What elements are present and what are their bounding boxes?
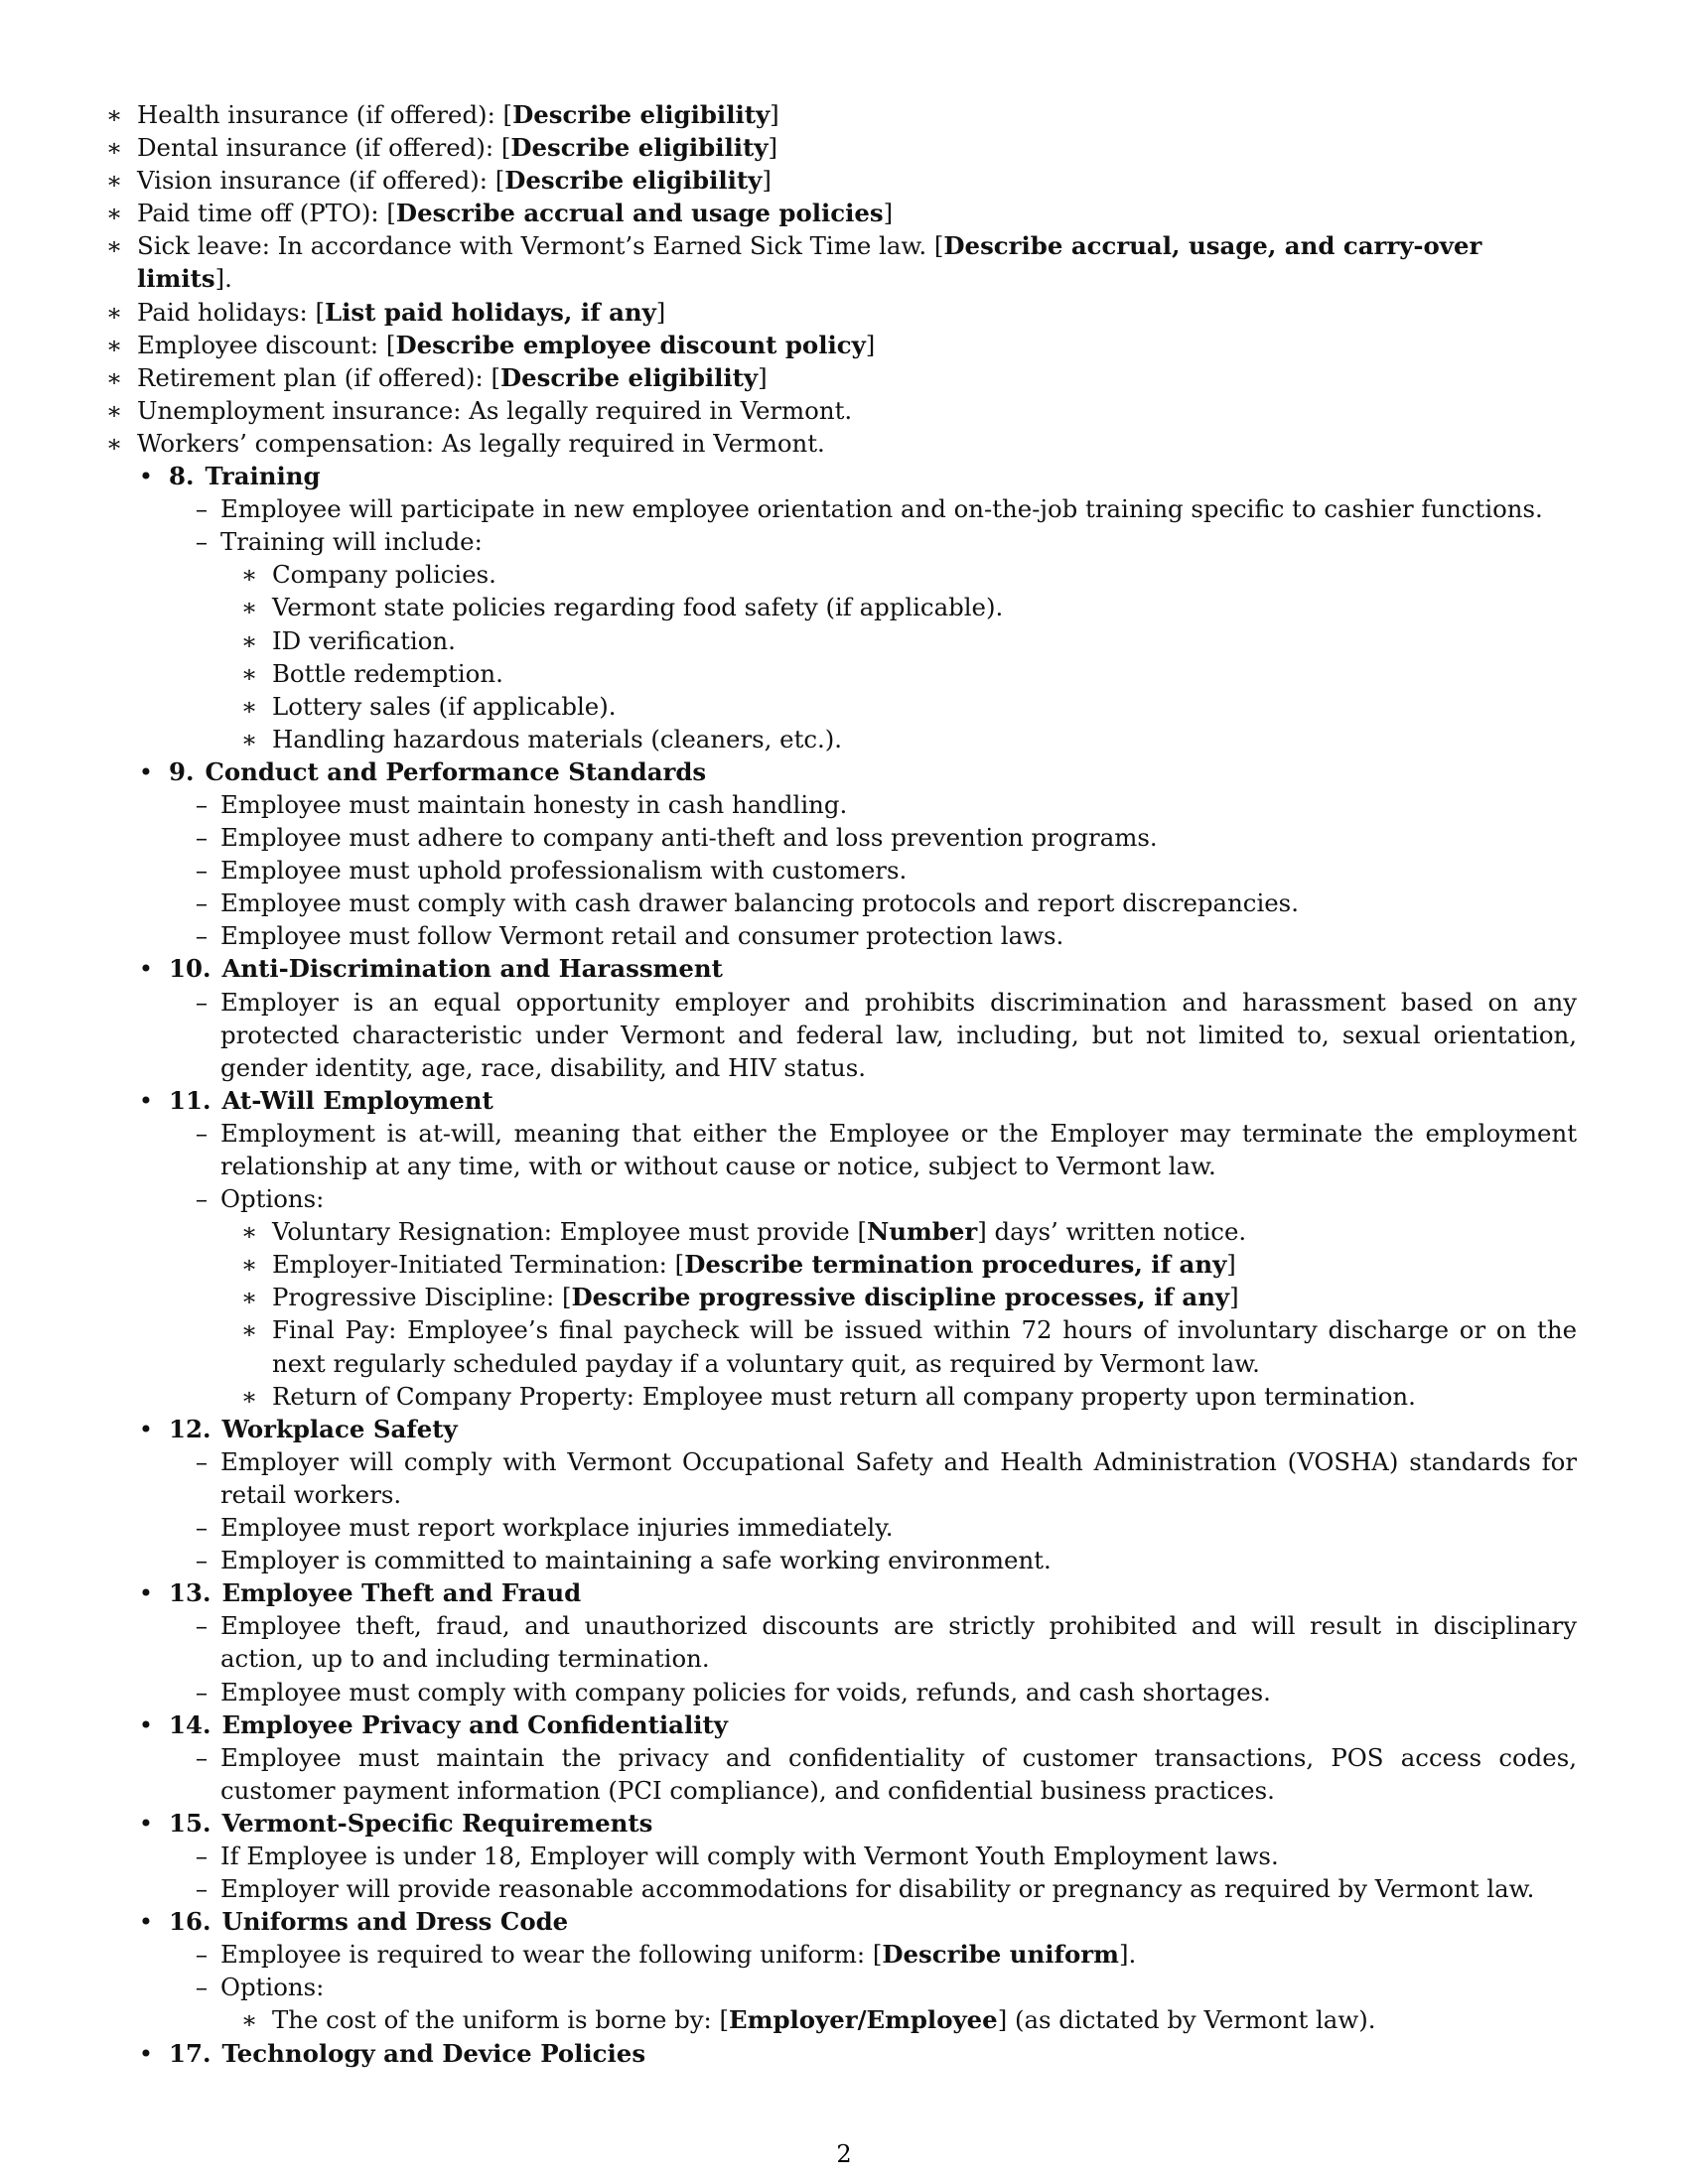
- list-item: [169, 1676, 1577, 1708]
- section-items: [169, 788, 1577, 952]
- item-text: The cost of the uniform is borne by:: [272, 2005, 720, 2035]
- sub-item: [220, 1313, 1577, 1379]
- asterisk-bullet: ∗: [105, 231, 123, 261]
- dash-bullet: –: [195, 494, 209, 524]
- section-title: Vermont-Specific Requirements: [221, 1808, 653, 1838]
- dash-bullet: –: [195, 921, 209, 951]
- bullet-dot: •: [138, 1709, 154, 1739]
- list-item: [169, 1117, 1577, 1182]
- dash-bullet: –: [195, 987, 209, 1017]
- item-text: Health insurance (if offered):: [137, 100, 503, 129]
- section-title: Anti-Discrimination and Harassment: [221, 954, 723, 984]
- section-heading: [169, 1413, 1577, 1445]
- sub-item-text: Company policies.: [272, 560, 496, 590]
- section-17: [137, 2037, 1577, 2070]
- item-text: Sick leave: In accordance with Vermont’s Earned Sick Time law.: [137, 231, 934, 261]
- benefit-text: Paid holidays: [List paid holidays, if any]: [137, 297, 666, 327]
- asterisk-bullet: ∗: [240, 691, 258, 721]
- asterisk-bullet: ∗: [240, 1217, 258, 1247]
- section-heading: [169, 1576, 1577, 1609]
- asterisk-bullet: ∗: [240, 2005, 258, 2035]
- section-heading: [169, 2037, 1577, 2070]
- item-text: Employee is required to wear the following uniform:: [220, 1940, 873, 1970]
- section-title: Training: [205, 462, 321, 491]
- benefit-item: [105, 229, 1577, 295]
- item-text: Dental insurance (if offered):: [137, 133, 501, 163]
- item-text: Voluntary Resignation: Employee must provide: [272, 1217, 858, 1247]
- section-number: 14.: [169, 1709, 211, 1739]
- item-text: Employee must report workplace injuries immediately.: [220, 1513, 894, 1543]
- sub-item-text: Employer-Initiated Termination: [Describe termination procedures, if any]: [272, 1250, 1236, 1280]
- item-text: .: [1128, 1940, 1137, 1970]
- benefit-item: [105, 164, 1577, 197]
- list-item: [169, 1872, 1577, 1905]
- section-heading: [169, 952, 1577, 985]
- section-11: [137, 1084, 1577, 1413]
- benefits-continued-list: [105, 98, 1577, 460]
- sub-items: [169, 2003, 1577, 2036]
- item-text: Employer will provide reasonable accommodations for disability or pregnancy as required by Vermont law.: [220, 1874, 1535, 1904]
- item-text: Employee must uphold professionalism with customers.: [220, 856, 908, 886]
- placeholder-field: Describe progressive discipline processes, if any: [571, 1283, 1230, 1312]
- item-text: Employee must follow Vermont retail and consumer protection laws.: [220, 921, 1064, 951]
- item-text: Training will include:: [220, 527, 483, 557]
- list-item: [169, 1544, 1577, 1576]
- section-items: [169, 492, 1577, 755]
- sub-item-text: Return of Company Property: Employee must return all company property upon termination.: [272, 1381, 1416, 1411]
- benefit-text: Employee discount: [Describe employee discount policy]: [137, 330, 876, 359]
- section-title: Employee Privacy and Confidentiality: [221, 1709, 728, 1739]
- asterisk-bullet: ∗: [105, 428, 123, 458]
- list-item: [169, 1609, 1577, 1675]
- dash-bullet: –: [195, 823, 209, 853]
- item-text: Employee discount:: [137, 330, 386, 359]
- item-text: Retirement plan (if offered):: [137, 362, 492, 392]
- dash-bullet: –: [195, 527, 209, 557]
- section-title: Uniforms and Dress Code: [221, 1907, 569, 1937]
- dash-bullet: –: [195, 1446, 209, 1476]
- asterisk-bullet: ∗: [240, 1315, 258, 1345]
- asterisk-bullet: ∗: [105, 100, 123, 129]
- section-number: 10.: [169, 954, 211, 984]
- asterisk-bullet: ∗: [105, 133, 123, 163]
- asterisk-bullet: ∗: [105, 166, 123, 196]
- item-text: Employee is required to wear the following uniform: [Describe uniform].: [220, 1940, 1137, 1970]
- asterisk-bullet: ∗: [240, 1250, 258, 1280]
- sub-item: [220, 1215, 1577, 1248]
- dash-bullet: –: [195, 1742, 209, 1772]
- item-text: Employee must adhere to company anti-theft and loss prevention programs.: [220, 823, 1158, 853]
- asterisk-bullet: ∗: [105, 199, 123, 228]
- section-number: 12.: [169, 1414, 211, 1443]
- list-item: [169, 525, 1577, 755]
- item-text: Employee must comply with cash drawer balancing protocols and report discrepancies.: [220, 888, 1299, 918]
- placeholder-field: List paid holidays, if any: [324, 297, 656, 327]
- placeholder-field: Describe accrual, usage, and carry-over limits: [137, 231, 1482, 294]
- sub-item: [220, 690, 1577, 723]
- item-text: Employer-Initiated Termination:: [272, 1250, 675, 1280]
- sub-item-text: Lottery sales (if applicable).: [272, 691, 617, 721]
- benefit-text: Health insurance (if offered): [Describe eligibility]: [137, 100, 779, 129]
- benefit-item: [105, 427, 1577, 460]
- asterisk-bullet: ∗: [240, 724, 258, 753]
- benefit-text: Paid time off (PTO): [Describe accrual and usage policies]: [137, 199, 894, 228]
- item-text: Progressive Discipline:: [272, 1283, 562, 1312]
- sub-item-text: ID verification.: [272, 625, 456, 655]
- section-number: 13.: [169, 1578, 211, 1608]
- section-title: Conduct and Performance Standards: [205, 756, 707, 786]
- section-12: [137, 1413, 1577, 1576]
- list-item: [169, 1840, 1577, 1872]
- benefit-text: Vision insurance (if offered): [Describe eligibility]: [137, 166, 772, 196]
- sub-item: [220, 1248, 1577, 1281]
- item-text: Employee theft, fraud, and unauthorized discounts are strictly prohibited and will result in disciplinary action, up to and including termination.: [220, 1611, 1577, 1674]
- benefit-item: [105, 131, 1577, 164]
- section-15: [137, 1807, 1577, 1905]
- asterisk-bullet: ∗: [240, 1283, 258, 1312]
- dash-bullet: –: [195, 856, 209, 886]
- sub-item-text: Progressive Discipline: [Describe progressive discipline processes, if any]: [272, 1283, 1239, 1312]
- section-16: [137, 1905, 1577, 2036]
- item-text: Employee will participate in new employee orientation and on-the-job training specific to cashier functions.: [220, 494, 1543, 524]
- bullet-dot: •: [138, 1907, 154, 1937]
- benefit-item: [105, 329, 1577, 361]
- item-text: Employee must maintain the privacy and confidentiality of customer transactions, POS access codes, customer payment information (PCI compliance), and confidential business practices.: [220, 1742, 1577, 1805]
- bullet-dot: •: [138, 1578, 154, 1608]
- section-heading: [169, 1708, 1577, 1741]
- asterisk-bullet: ∗: [240, 593, 258, 622]
- section-number: 8.: [169, 462, 195, 491]
- section-10: [137, 952, 1577, 1083]
- section-heading: [169, 755, 1577, 788]
- placeholder-field: Describe accrual and usage policies: [395, 199, 884, 228]
- placeholder-field: Describe eligibility: [510, 133, 769, 163]
- section-14: [137, 1708, 1577, 1807]
- placeholder-field: Describe uniform: [882, 1940, 1119, 1970]
- section-items: [169, 1938, 1577, 2036]
- list-item: [169, 919, 1577, 952]
- sub-items: [169, 558, 1577, 755]
- sub-item: [220, 723, 1577, 755]
- section-title: Technology and Device Policies: [221, 2038, 646, 2068]
- benefit-text: Workers’ compensation: As legally required in Vermont.: [137, 428, 825, 458]
- section-title: Employee Theft and Fraud: [221, 1578, 582, 1608]
- item-text: Employer will comply with Vermont Occupational Safety and Health Administration (VOSHA) standards for retail workers.: [220, 1446, 1577, 1509]
- bullet-dot: •: [138, 954, 154, 984]
- item-text: Options:: [220, 1973, 325, 2002]
- benefit-item: [105, 361, 1577, 394]
- section-items: [169, 986, 1577, 1084]
- placeholder-field: Employer/Employee: [729, 2005, 998, 2035]
- section-9: [137, 755, 1577, 953]
- list-item: [169, 788, 1577, 821]
- sub-item: [220, 558, 1577, 591]
- document-page: [105, 98, 1577, 2070]
- dash-bullet: –: [195, 1677, 209, 1706]
- section-number: 11.: [169, 1085, 211, 1115]
- sub-item: [220, 624, 1577, 657]
- sub-item-text: Final Pay: Employee’s final paycheck will be issued within 72 hours of involuntary discharge or on the next regularly scheduled payday if a voluntary quit, as required by Vermont law.: [272, 1315, 1577, 1378]
- item-text: Paid holidays:: [137, 297, 316, 327]
- sub-item: [220, 657, 1577, 690]
- section-heading: [169, 1905, 1577, 1938]
- benefit-text: Sick leave: In accordance with Vermont’s Earned Sick Time law. [Describe accrual, usage, and carry-over limits].: [137, 231, 1482, 294]
- section-items: [169, 1445, 1577, 1576]
- dash-bullet: –: [195, 1546, 209, 1575]
- bullet-dot: •: [138, 462, 154, 491]
- sub-item-text: Voluntary Resignation: Employee must provide [Number] days’ written notice.: [272, 1217, 1247, 1247]
- item-text: Options:: [220, 1184, 325, 1214]
- item-text: Vision insurance (if offered):: [137, 166, 495, 196]
- benefit-item: [105, 394, 1577, 427]
- benefit-item: [105, 296, 1577, 329]
- item-text: Employer is an equal opportunity employer and prohibits discrimination and harassment based on any protected characteristic under Vermont and federal law, including, but not limited to, sexual orientation, gender identity, age, race, disability, and HIV status.: [220, 987, 1577, 1082]
- bullet-dot: •: [138, 1085, 154, 1115]
- dash-bullet: –: [195, 1513, 209, 1543]
- section-items: [169, 1741, 1577, 1807]
- bullet-dot: •: [138, 1808, 154, 1838]
- section-items: [169, 1609, 1577, 1707]
- item-text: If Employee is under 18, Employer will comply with Vermont Youth Employment laws.: [220, 1841, 1279, 1870]
- section-number: 16.: [169, 1907, 211, 1937]
- benefit-text: Retirement plan (if offered): [Describe eligibility]: [137, 362, 768, 392]
- sub-item-text: Handling hazardous materials (cleaners, etc.).: [272, 724, 843, 753]
- placeholder-field: Describe employee discount policy: [395, 330, 866, 359]
- item-text: days’ written notice.: [986, 1217, 1247, 1247]
- sub-item: [220, 591, 1577, 623]
- list-item: [169, 887, 1577, 919]
- list-item: [169, 1445, 1577, 1511]
- placeholder-field: Describe eligibility: [504, 166, 763, 196]
- item-text: Employee must comply with company policies for voids, refunds, and cash shortages.: [220, 1677, 1271, 1706]
- dash-bullet: –: [195, 1611, 209, 1641]
- list-item: [169, 1938, 1577, 1971]
- asterisk-bullet: ∗: [240, 1381, 258, 1411]
- section-13: [137, 1576, 1577, 1707]
- section-items: [169, 1840, 1577, 1905]
- dash-bullet: –: [195, 1874, 209, 1904]
- asterisk-bullet: ∗: [240, 658, 258, 688]
- benefit-text: Unemployment insurance: As legally required in Vermont.: [137, 395, 853, 425]
- asterisk-bullet: ∗: [240, 625, 258, 655]
- asterisk-bullet: ∗: [105, 362, 123, 392]
- list-item: [169, 1971, 1577, 2036]
- asterisk-bullet: ∗: [105, 395, 123, 425]
- section-number: 9.: [169, 756, 195, 786]
- item-text: Employee must maintain honesty in cash handling.: [220, 789, 848, 819]
- list-item: [169, 492, 1577, 525]
- dash-bullet: –: [195, 1973, 209, 2002]
- sub-item: [220, 1281, 1577, 1313]
- bullet-dot: •: [138, 2038, 154, 2068]
- asterisk-bullet: ∗: [240, 560, 258, 590]
- section-title: Workplace Safety: [221, 1414, 458, 1443]
- bullet-dot: •: [138, 756, 154, 786]
- item-text: .: [224, 264, 232, 294]
- section-number: 15.: [169, 1808, 211, 1838]
- list-item: [169, 1511, 1577, 1544]
- dash-bullet: –: [195, 1940, 209, 1970]
- section-heading: [169, 1084, 1577, 1117]
- section-number: 17.: [169, 2038, 211, 2068]
- dash-bullet: –: [195, 1841, 209, 1870]
- sub-item: [220, 2003, 1577, 2036]
- section-title: At-Will Employment: [221, 1085, 493, 1115]
- dash-bullet: –: [195, 1184, 209, 1214]
- section-items: [169, 1117, 1577, 1413]
- item-text: Employment is at-will, meaning that either the Employee or the Employer may terminate the employment relationship at any time, with or without cause or notice, subject to Vermont law.: [220, 1118, 1577, 1180]
- list-item: [169, 821, 1577, 854]
- dash-bullet: –: [195, 789, 209, 819]
- section-heading: [169, 460, 1577, 492]
- dash-bullet: –: [195, 1118, 209, 1148]
- benefit-item: [105, 197, 1577, 229]
- list-item: [169, 1741, 1577, 1807]
- sub-items: [169, 1215, 1577, 1413]
- item-text: Employer is committed to maintaining a safe working environment.: [220, 1546, 1052, 1575]
- item-text: Paid time off (PTO):: [137, 199, 387, 228]
- section-heading: [169, 1807, 1577, 1840]
- list-item: [169, 1182, 1577, 1413]
- placeholder-field: Number: [866, 1217, 978, 1247]
- placeholder-field: Describe eligibility: [512, 100, 771, 129]
- section-8: [137, 460, 1577, 755]
- sub-item-text: Vermont state policies regarding food safety (if applicable).: [272, 593, 1004, 622]
- asterisk-bullet: ∗: [105, 330, 123, 359]
- section-list: [137, 460, 1577, 2070]
- item-text: (as dictated by Vermont law).: [1007, 2005, 1376, 2035]
- benefit-text: Dental insurance (if offered): [Describe eligibility]: [137, 133, 777, 163]
- placeholder-field: Describe termination procedures, if any: [684, 1250, 1227, 1280]
- sub-item: [220, 1380, 1577, 1413]
- sub-item-text: Bottle redemption.: [272, 658, 503, 688]
- asterisk-bullet: ∗: [105, 297, 123, 327]
- list-item: [169, 986, 1577, 1084]
- list-item: [169, 854, 1577, 887]
- benefit-item: [105, 98, 1577, 131]
- placeholder-field: Describe eligibility: [500, 362, 759, 392]
- page-number: 2: [836, 2140, 852, 2168]
- sub-item-text: The cost of the uniform is borne by: [Employer/Employee] (as dictated by Vermont law).: [272, 2005, 1376, 2035]
- bullet-dot: •: [138, 1414, 154, 1443]
- dash-bullet: –: [195, 888, 209, 918]
